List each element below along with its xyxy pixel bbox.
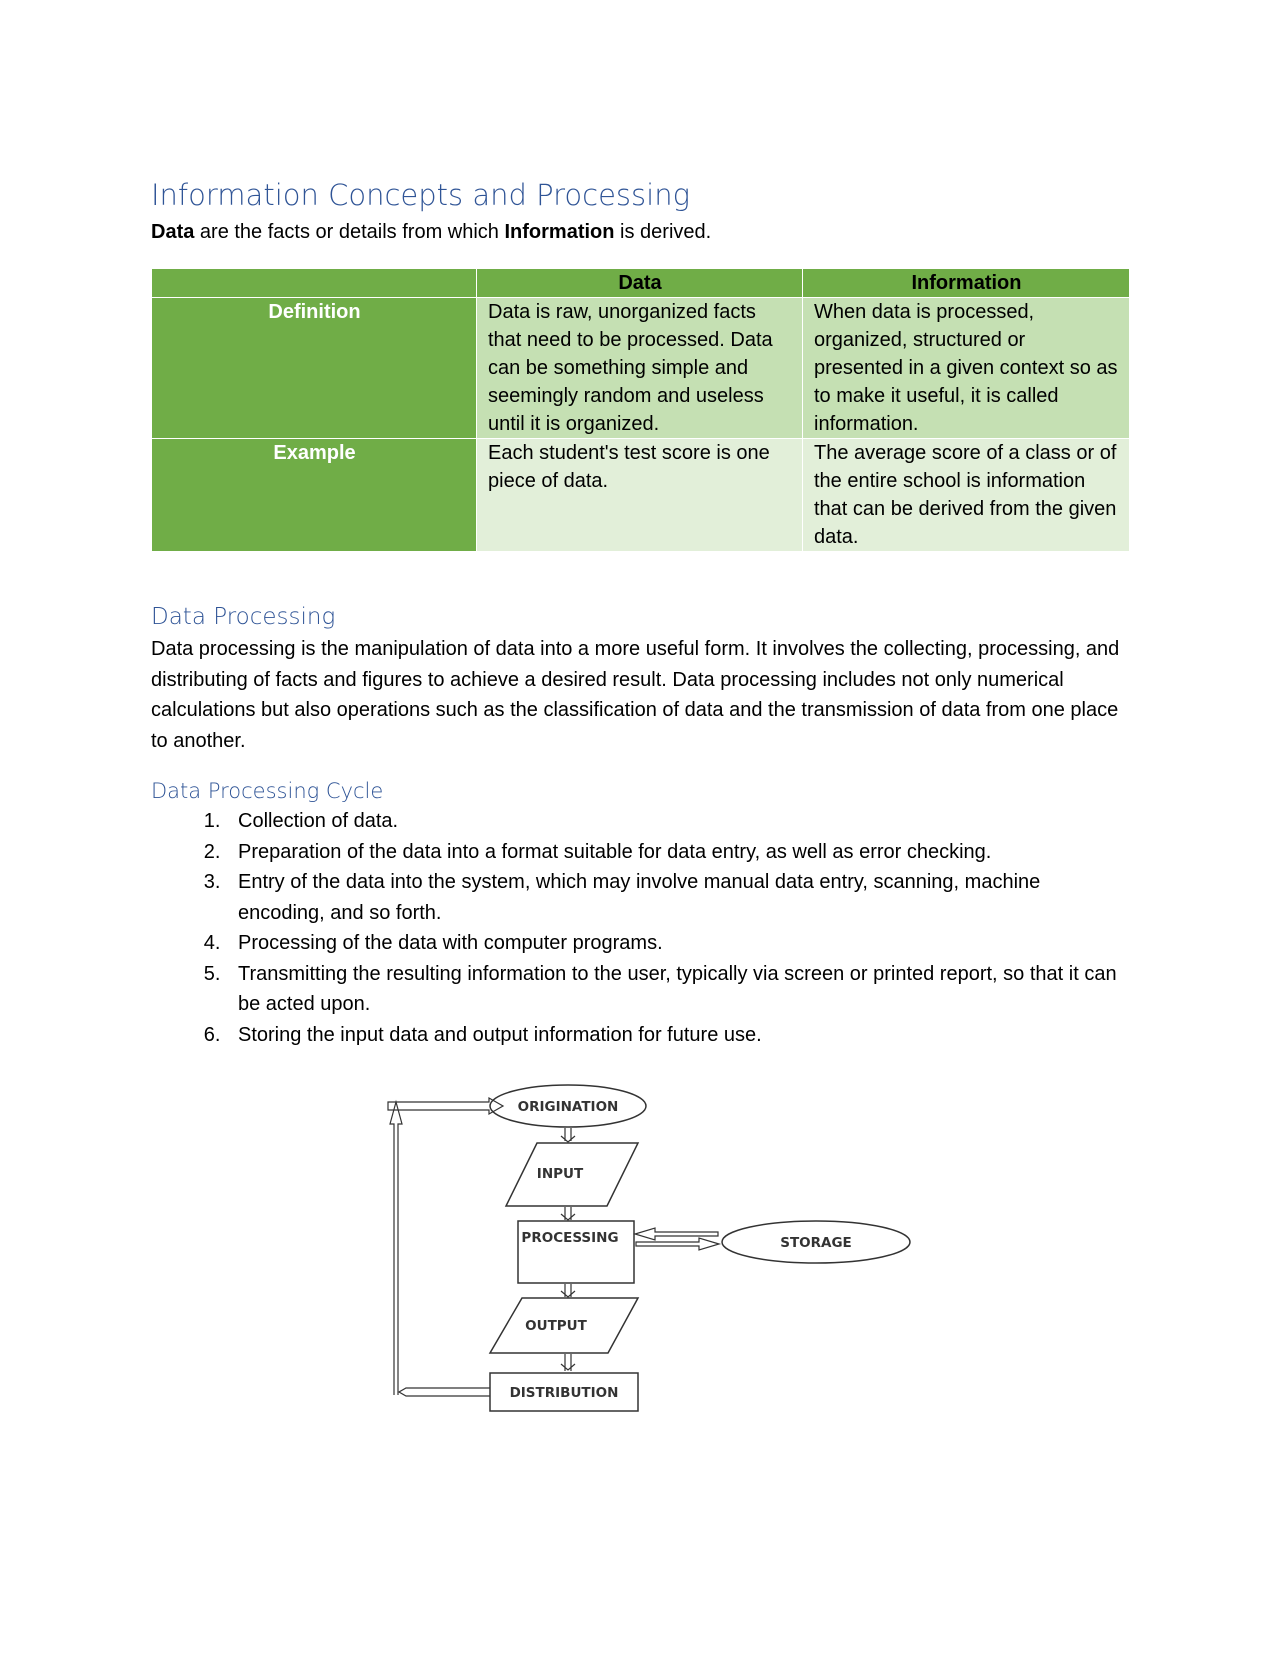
table-header-information: Information xyxy=(803,269,1130,298)
storage-label: STORAGE xyxy=(780,1235,852,1251)
list-item: 1. Collection of data. xyxy=(226,806,1129,837)
processing-label: PROCESSING xyxy=(521,1230,619,1246)
list-item: 6. Storing the input data and output information for future use. xyxy=(226,1020,1129,1051)
section-heading-data-processing: Data Processing xyxy=(151,604,336,630)
feedback-loop-arrow xyxy=(388,1098,503,1396)
cycle-steps-list xyxy=(151,806,1129,1050)
data-processing-paragraph: Data processing is the manipulation of data into a more useful form. It involves the collecting, processing, and distributing of facts and figures to achieve a desired result. Data processing includes not only numerical calculations but also operations such as the classification of data and the transmission of data from one place to another. xyxy=(151,638,1120,752)
input-label: INPUT xyxy=(536,1166,584,1182)
table-header-data: Data xyxy=(477,269,803,298)
origination-label: ORIGINATION xyxy=(517,1099,619,1115)
row-label-definition: Definition xyxy=(152,298,477,439)
distribution-label: DISTRIBUTION xyxy=(509,1385,619,1401)
section-heading-cycle: Data Processing Cycle xyxy=(151,779,384,803)
list-item: 5. Transmitting the resulting information to the user, typically via screen or printed report, so that it can be acted upon. xyxy=(226,959,1129,1020)
cycle-flowchart xyxy=(370,1080,930,1430)
example-data-cell: Each student's test score is one piece of data. xyxy=(477,439,803,552)
table-header-empty xyxy=(152,269,477,298)
row-label-example: Example xyxy=(152,439,477,552)
definition-information-cell: When data is processed, organized, structured or presented in a given context so as to make it useful, it is called information. xyxy=(803,298,1130,439)
document-page xyxy=(151,176,1129,1050)
table-row xyxy=(152,298,1130,439)
output-label: OUTPUT xyxy=(525,1318,587,1334)
storage-arrows xyxy=(635,1228,719,1250)
page-title: Information Concepts and Processing xyxy=(151,178,690,212)
intro-term-data: Data xyxy=(151,221,195,243)
data-vs-information-table xyxy=(151,268,1130,552)
list-item: 3. Entry of the data into the system, which may involve manual data entry, scanning, machine encoding, and so forth. xyxy=(226,867,1129,928)
list-item: 2. Preparation of the data into a format suitable for data entry, as well as error checking. xyxy=(226,837,1129,868)
list-item: 4. Processing of the data with computer programs. xyxy=(226,928,1129,959)
intro-term-information: Information xyxy=(504,221,615,243)
intro-sentence xyxy=(151,218,1129,246)
intro-mid: are the facts or details from which xyxy=(194,221,505,243)
intro-end: is derived. xyxy=(614,221,712,243)
definition-data-cell: Data is raw, unorganized facts that need to be processed. Data can be something simple and seemingly random and useless until it is organized. xyxy=(477,298,803,439)
data-processing-cycle-diagram xyxy=(370,1080,930,1430)
table-row xyxy=(152,439,1130,552)
table-header-row xyxy=(152,269,1130,298)
example-information-cell: The average score of a class or of the entire school is information that can be derived from the given data. xyxy=(803,439,1130,552)
down-arrows xyxy=(561,1128,575,1371)
